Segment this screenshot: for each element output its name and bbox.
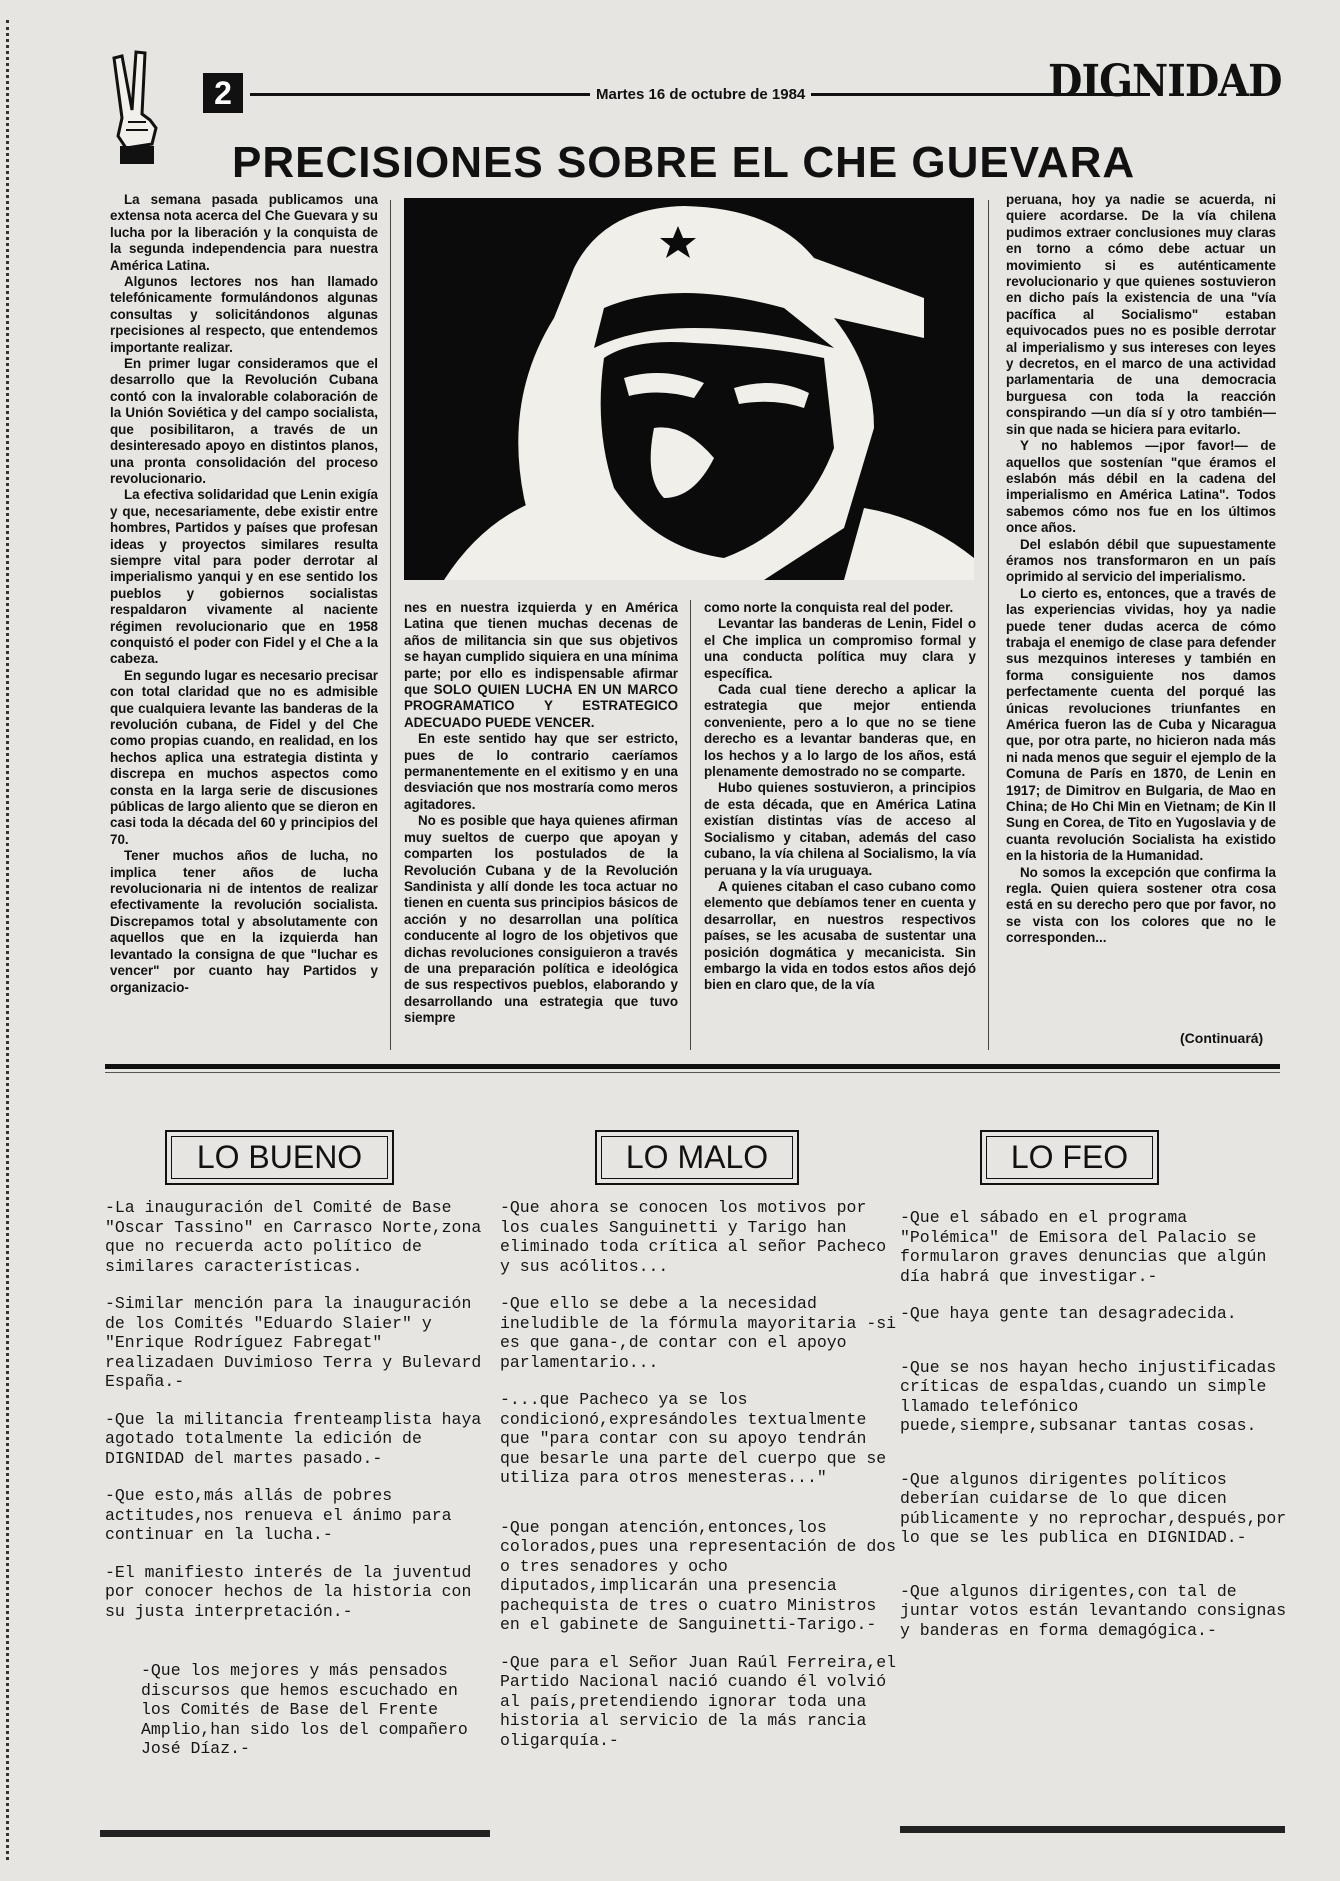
- perforation-edge: [6, 20, 15, 1860]
- section-title-text: LO FEO: [986, 1136, 1153, 1179]
- paragraph: En segundo lugar es necesario precisar con total claridad que no es admisible que cualquiera levante las banderas de la revolución cubana, de Fidel y del Che como propias cuando, en realidad, en los hechos aplica una estrategia distinta y discrepa en muchos aspectos como consta en la larga serie de discusiones públicas de largo aliento que se dieron en casi toda la década del 60 y principios del 70.: [110, 667, 378, 847]
- list-item: -Que haya gente tan desagradecida.: [900, 1304, 1237, 1323]
- list-item: -La inauguración del Comité de Base "Oscar Tassino" en Carrasco Norte,zona que no recuerda acto político de similares características.: [105, 1198, 482, 1276]
- paragraph: Lo cierto es, entonces, que a través de las experiencias vividas, hoy ya nadie puede tener dudas acerca de cómo trabaja el enemigo de clase para defender sus mezquinos intereses y también en forma consiguiente nos damos perfectamente cuenta del porqué las únicas revoluciones triunfantes en América fueron las de Cuba y Nicaragua que, por otra parte, no hicieron nada más ni nada menos que seguir el ejemplo de la Comuna de París en 1870, de Lenin en 1917; de Dimitrov en Bulgaria, de Mao en China; de Ho Chi Min en Vietnam; de Kin Il Sung en Corea, de Tito en Yugoslavia y de cuanta revolución Socialista ha existido en la historia de la Humanidad.: [1006, 585, 1276, 864]
- list-item: -Que se nos hayan hecho injustificadas críticas de espaldas,cuando un simple llamado telefónico puede,siempre,subsanar tantas cosas.: [900, 1357, 1277, 1435]
- paragraph: A quienes citaban el caso cubano como elemento que debíamos tener en cuenta y desarrollar, en nuestros respectivos países, se les acusaba de sustentar una posición dogmática y mecanicista. Sin embargo la vida en todos estos años dejó bien en claro que, de la vía: [704, 878, 976, 993]
- newspaper-brand: DIGNIDAD: [1048, 56, 1282, 107]
- list-item: -El manifiesto interés de la juventud por conocer hechos de la historia con su justa interpretación.-: [105, 1562, 472, 1621]
- article-column-1: [110, 192, 378, 1052]
- paragraph: Tener muchos años de lucha, no implica tener años de lucha revolucionaria ni de intentos de realizar efectivamente la revolución socialista. Discrepamos total y absolutamente con aquellos que en la izquierda han levantado la consigna de que "luchar es vencer" por cuanto hay Partidos y organizacio-: [110, 848, 378, 995]
- list-item: -...que Pacheco ya se los condicionó,expresándoles textualmente que "para contar con su apoyo tendrán que besarle una parte del cuerpo que se utiliza para otros menesteras...": [500, 1390, 887, 1487]
- headline: PRECISIONES SOBRE EL CHE GUEVARA: [232, 138, 1136, 187]
- section-title-text: LO BUENO: [171, 1136, 388, 1179]
- lo-feo-list: [900, 1208, 1295, 1658]
- column-rule: [988, 200, 989, 1050]
- paragraph: En este sentido hay que ser estricto, pues de lo contrario caeríamos permanentemente en el exitismo y en una desviación que nos mostraría como meros agitadores.: [404, 731, 678, 812]
- section-divider-thin: [105, 1072, 1280, 1073]
- paragraph: No es posible que haya quienes afirman muy sueltos de cuerpo que apoyan y comparten los postulados de la Revolución Cubana y de la Revolución Sandinista y allí donde les toca actuar no tienen en cuenta sus principios básicos de acción y no desarrollan una política conducente al logro de los objetivos que dichas revoluciones consiguieron a través de una preparación política e ideológica de sus respectivos pueblos, elaborando y desarrollando una estrategia que tuvo siempre: [404, 813, 678, 1026]
- portrait-graphic: [404, 198, 974, 580]
- column-rule: [390, 200, 391, 1050]
- paragraph: peruana, hoy ya nadie se acuerda, ni quiere acordarse. De la vía chilena pudimos extraer conclusiones muy claras en torno a cómo debe actuar un movimiento si es auténticamente revolucionario y que quienes sostuvieron en dicho país la existencia de una "vía pacífica al Socialismo" estaban equivocados pues no es posible derrotar al imperialismo y sus intereses con leyes y decretos, en el marco de una actividad parlamentaria de una democracia burguesa con toda la reacción conspirando —un día sí y otro también— sin que nada se hiciera para evitarlo.: [1006, 192, 1276, 437]
- list-item: -Que el sábado en el programa "Polémica" de Emisora del Palacio se formularon graves denuncias que algún día habrá que investigar.-: [900, 1208, 1267, 1286]
- paragraph: nes en nuestra izquierda y en América Latina que tienen muchas decenas de años de militancia sin que sus objetivos se hayan cumplido siquiera en una mínima parte; por ello es indispensable afirmar que SOLO QUIEN LUCHA EN UN MARCO PROGRAMATICO Y ESTRATEGICO ADECUADO PUEDE VENCER.: [404, 600, 678, 730]
- list-item: -Que para el Señor Juan Raúl Ferreira,el Partido Nacional nació cuando él volvió al país,pretendiendo ignorar toda una historia al servicio de la más rancia oligarquía.-: [500, 1652, 897, 1750]
- list-item: -Que algunos dirigentes,con tal de juntar votos están levantando consignas y banderas en forma demagógica.-: [900, 1581, 1287, 1640]
- paragraph: Levantar las banderas de Lenin, Fidel o el Che implica un compromiso formal y una conducta política muy clara y específica.: [704, 616, 976, 681]
- lo-malo-list: [500, 1198, 900, 1768]
- list-item: -Que ahora se conocen los motivos por los cuales Sanguinetti y Tarigo han eliminado toda crítica al señor Pacheco y sus acólitos...: [500, 1198, 887, 1276]
- section-divider: [105, 1064, 1280, 1069]
- paragraph: Del eslabón débil que supuestamente éramos nos transformaron en un país oprimido al servicio del imperialismo.: [1006, 536, 1276, 585]
- paragraph: Cada cual tiene derecho a aplicar la estrategia que mejor entienda conveniente, pero a lo que no se tiene derecho es a levantar banderas que, en los hechos y a lo largo de los años, está plenamente demostrado no se comparte.: [704, 682, 976, 780]
- article-column-3: [704, 600, 976, 1050]
- issue-date: Martes 16 de octubre de 1984: [590, 86, 811, 103]
- paragraph: Algunos lectores nos han llamado telefónicamente formulándonos algunas consultas y solicitándonos algunas rpecisiones al respecto, que entendemos importante realizar.: [110, 274, 378, 355]
- list-item: -Que esto,más allás de pobres actitudes,nos renueva el ánimo para continuar en la lucha.-: [105, 1486, 452, 1544]
- paragraph: como norte la conquista real del poder.: [704, 600, 954, 615]
- paragraph: Hubo quienes sostuvieron, a principios de esta década, que en América Latina existían distintas vías de acceso al Socialismo y citaban, además del caso cubano, la vía chilena al Socialismo, la vía peruana y la vía uruguaya.: [704, 780, 976, 878]
- paragraph: La semana pasada publicamos una extensa nota acerca del Che Guevara y su lucha por la liberación y la conquista de la segunda independencia para nuestra América Latina.: [110, 192, 378, 273]
- list-item: -Que algunos dirigentes políticos deberían cuidarse de lo que dicen públicamente y no reprochar,después,por lo que se les publica en DIGNIDAD.-: [900, 1469, 1287, 1547]
- section-title-text: LO MALO: [601, 1136, 793, 1179]
- paragraph: No somos la excepción que confirma la regla. Quien quiera sostener otra cosa está en su derecho pero que por favor, no se vista con los colores que no le corresponden...: [1006, 864, 1276, 946]
- article-column-4: [1006, 192, 1276, 1022]
- lo-malo-title: [595, 1130, 799, 1185]
- column-rule: [690, 600, 691, 1050]
- footer-rule: [900, 1826, 1285, 1833]
- page-number: 2: [203, 73, 243, 113]
- masthead: [100, 48, 1280, 128]
- list-item: -Que la militancia frenteamplista haya agotado totalmente la edición de DIGNIDAD del martes pasado.-: [105, 1409, 482, 1468]
- continued-note: (Continuará): [1180, 1030, 1264, 1046]
- paragraph: Y no hablemos —¡por favor!— de aquellos que sostenían "que éramos el eslabón más débil en la cadena del imperialismo en América Latina". Todos sabemos cómo nos fue en los últimos once años.: [1006, 438, 1276, 536]
- article-column-2: [404, 600, 678, 1050]
- lo-feo-title: [980, 1130, 1159, 1185]
- list-item: -Que los mejores y más pensados discursos que hemos escuchado en los Comités de Base del Frente Amplio,han sido los del compañero José Díaz.-: [141, 1661, 468, 1758]
- list-item: -Similar mención para la inauguración de los Comités "Eduardo Slaier" y "Enrique Rodríguez Fabregat" realizadaen Duvimioso Terra y Bulevard España.-: [105, 1294, 482, 1391]
- paragraph: En primer lugar consideramos que el desarrollo que la Revolución Cubana contó con la invalorable colaboración de la Unión Soviética y del campo socialista, que posibilitaron, a través de un desinteresado apoyo en distintos planos, una pronta consolidación del proceso revolucionario.: [110, 356, 378, 486]
- list-item: -Que ello se debe a la necesidad ineludible de la fórmula mayoritaria -si es que gana-,de contar con el apoyo parlamentario...: [500, 1294, 897, 1372]
- lo-bueno-list: [105, 1198, 495, 1777]
- victory-hand-icon: [100, 48, 180, 168]
- paragraph: La efectiva solidaridad que Lenin exigía y que, necesariamente, debe existir entre hombres, Partidos y países que profesan ideas y proyectos similares resulta siempre vital para poder derrotar al imperialismo yanqui y en ese sentido los pueblos y gobiernos socialistas respaldaron vivamente al naciente régimen revolucionario que en 1958 conquistó el poder con Fidel y el Che a la cabeza.: [110, 487, 378, 667]
- list-item: -Que pongan atención,entonces,los colorados,pues una representación de dos o tres senadores y ocho diputados,implicarán una presencia pachequista de tres o cuatro Ministros en el gabinete de Sanguinetti-Tarigo.-: [500, 1517, 897, 1634]
- footer-rule: [100, 1830, 490, 1837]
- lo-bueno-title: [165, 1130, 394, 1185]
- che-guevara-photo: [404, 198, 974, 580]
